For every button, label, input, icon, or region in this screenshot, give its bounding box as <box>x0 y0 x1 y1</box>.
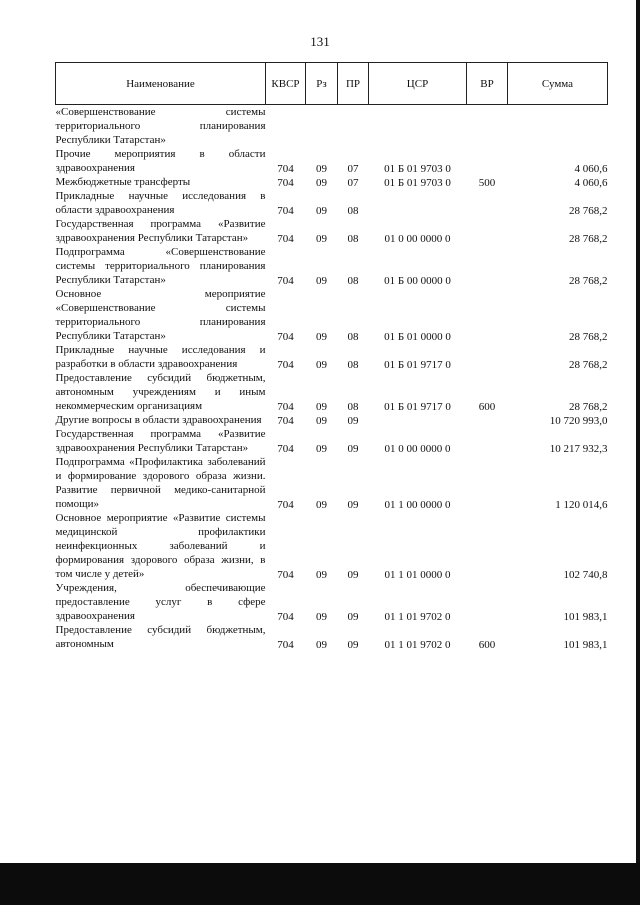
row-name: Предоставление субсидий бюджетным, автономным учреждениям и иным некоммерческим организациям <box>55 372 266 412</box>
row-pr: 08 <box>347 233 359 245</box>
row-pr: 09 <box>347 569 359 581</box>
header-pr: ПР <box>338 63 369 105</box>
row-csr <box>369 105 467 148</box>
row-kvsr: 704 <box>277 569 294 581</box>
row-rz: 09 <box>316 639 327 651</box>
row-name: Государственная программа «Развитие здравоохранения Республики Татарстан» <box>55 218 266 244</box>
row-csr: 01 Б 01 9703 0 <box>384 163 451 175</box>
row-vr <box>467 511 508 581</box>
row-kvsr: 704 <box>277 163 294 175</box>
row-rz: 09 <box>316 443 327 455</box>
table-row <box>56 147 608 175</box>
row-kvsr: 704 <box>277 611 294 623</box>
row-sum: 28 768,2 <box>569 275 608 287</box>
row-rz: 09 <box>316 415 327 427</box>
table-row <box>56 217 608 245</box>
row-kvsr: 704 <box>277 639 294 651</box>
row-rz: 09 <box>316 177 327 189</box>
row-sum: 28 768,2 <box>569 205 608 217</box>
table-row <box>56 175 608 189</box>
scan-edge-right <box>636 0 640 905</box>
row-pr: 09 <box>347 499 359 511</box>
row-rz: 09 <box>316 205 327 217</box>
row-pr <box>338 105 369 148</box>
table-body <box>56 105 608 652</box>
table-row <box>56 455 608 511</box>
table-row <box>56 623 608 651</box>
header-kvsr: КВСР <box>266 63 306 105</box>
row-rz: 09 <box>316 275 327 287</box>
row-kvsr: 704 <box>277 443 294 455</box>
table-row <box>56 413 608 427</box>
row-sum: 102 740,8 <box>563 569 608 581</box>
row-kvsr: 704 <box>277 205 294 217</box>
row-pr: 08 <box>347 205 359 217</box>
row-sum: 28 768,2 <box>569 401 608 413</box>
row-pr: 08 <box>347 275 359 287</box>
row-name: Учреждения, обеспечивающие предоставление услуг в сфере здравоохранения <box>55 582 266 622</box>
row-sum: 4 060,6 <box>574 177 608 189</box>
row-vr <box>467 581 508 623</box>
row-kvsr: 704 <box>277 177 294 189</box>
row-name: Другие вопросы в области здравоохранения <box>55 414 262 426</box>
row-rz: 09 <box>316 569 327 581</box>
row-rz: 09 <box>316 401 327 413</box>
row-rz: 09 <box>316 359 327 371</box>
row-vr <box>467 287 508 343</box>
row-vr <box>467 147 508 175</box>
table-row <box>56 371 608 413</box>
table-row <box>56 105 608 148</box>
header-rz: Рз <box>306 63 338 105</box>
row-name: Подпрограмма «Профилактика заболеваний и формирование здорового образа жизни. Развитие первичной медико-санитарной помощи» <box>55 456 266 510</box>
header-name: Наименование <box>56 63 266 105</box>
row-kvsr: 704 <box>277 499 294 511</box>
row-kvsr: 704 <box>277 401 294 413</box>
row-csr: 01 Б 00 0000 0 <box>384 275 451 287</box>
row-vr <box>467 455 508 511</box>
row-vr: 500 <box>478 177 496 189</box>
row-vr <box>467 343 508 371</box>
row-name: Прочие мероприятия в области здравоохранения <box>55 148 266 174</box>
row-csr: 01 1 00 0000 0 <box>384 499 451 511</box>
row-rz <box>306 105 338 148</box>
row-pr: 07 <box>347 163 359 175</box>
row-pr: 08 <box>347 401 359 413</box>
row-rz: 09 <box>316 233 327 245</box>
row-vr <box>467 217 508 245</box>
row-rz: 09 <box>316 163 327 175</box>
row-csr: 01 Б 01 9717 0 <box>384 359 451 371</box>
row-sum: 1 120 014,6 <box>555 499 608 511</box>
row-pr: 09 <box>347 611 359 623</box>
row-vr: 600 <box>478 639 496 651</box>
row-kvsr: 704 <box>277 233 294 245</box>
row-sum: 28 768,2 <box>569 359 608 371</box>
row-kvsr: 704 <box>277 331 294 343</box>
row-vr <box>467 189 508 217</box>
row-kvsr: 704 <box>277 359 294 371</box>
table-row <box>56 581 608 623</box>
row-rz: 09 <box>316 499 327 511</box>
table-row <box>56 189 608 217</box>
row-csr <box>369 189 467 217</box>
row-pr: 07 <box>347 177 359 189</box>
row-vr <box>467 413 508 427</box>
row-csr: 01 1 01 9702 0 <box>384 611 451 623</box>
table-row <box>56 343 608 371</box>
row-name: Основное мероприятие «Развитие системы медицинской профилактики неинфекционных заболеваний и формирования здорового образа жизни, в том числе у детей» <box>55 512 266 580</box>
scan-edge-bottom <box>0 863 640 905</box>
row-csr: 01 0 00 0000 0 <box>384 443 451 455</box>
row-csr: 01 1 01 0000 0 <box>384 569 451 581</box>
row-pr: 08 <box>347 359 359 371</box>
row-sum: 10 720 993,0 <box>549 415 608 427</box>
row-vr <box>467 245 508 287</box>
row-sum: 28 768,2 <box>569 331 608 343</box>
page-number: 131 <box>310 34 330 49</box>
row-name: Государственная программа «Развитие здравоохранения Республики Татарстан» <box>55 428 266 454</box>
row-sum: 101 983,1 <box>563 639 608 651</box>
row-pr: 09 <box>347 415 359 427</box>
row-sum: 101 983,1 <box>563 611 608 623</box>
row-vr <box>467 427 508 455</box>
row-pr: 08 <box>347 331 359 343</box>
row-csr: 01 Б 01 0000 0 <box>384 331 451 343</box>
row-csr: 01 0 00 0000 0 <box>384 233 451 245</box>
row-kvsr: 704 <box>277 415 294 427</box>
row-name: Межбюджетные трансферты <box>55 176 191 188</box>
row-name: «Совершенствование системы территориального планирования Республики Татарстан» <box>55 106 266 146</box>
row-vr <box>467 105 508 148</box>
row-sum: 28 768,2 <box>569 233 608 245</box>
row-kvsr: 704 <box>277 275 294 287</box>
table-row <box>56 245 608 287</box>
row-kvsr <box>266 105 306 148</box>
table-row <box>56 427 608 455</box>
row-pr: 09 <box>347 443 359 455</box>
row-name: Основное мероприятие «Совершенствование системы территориального планирования Республики Татарстан» <box>55 288 266 342</box>
row-vr: 600 <box>478 401 496 413</box>
row-sum: 4 060,6 <box>574 163 608 175</box>
budget-table <box>55 62 608 651</box>
table-row <box>56 511 608 581</box>
row-pr: 09 <box>347 639 359 651</box>
row-csr: 01 1 01 9702 0 <box>384 639 451 651</box>
row-csr: 01 Б 01 9717 0 <box>384 401 451 413</box>
row-name: Прикладные научные исследования в области здравоохранения <box>55 190 266 216</box>
row-csr: 01 Б 01 9703 0 <box>384 177 451 189</box>
row-rz: 09 <box>316 331 327 343</box>
header-csr: ЦСР <box>369 63 467 105</box>
header-sum: Сумма <box>508 63 608 105</box>
row-rz: 09 <box>316 611 327 623</box>
row-sum: 10 217 932,3 <box>549 443 608 455</box>
row-name: Подпрограмма «Совершенствование системы территориального планирования Республики Татарстан» <box>55 246 266 286</box>
row-csr <box>369 413 467 427</box>
table-header-row <box>56 63 608 105</box>
table-row <box>56 287 608 343</box>
row-name: Прикладные научные исследования и разработки в области здравоохранения <box>55 344 266 370</box>
header-vr: ВР <box>467 63 508 105</box>
row-sum <box>508 105 608 148</box>
row-name: Предоставление субсидий бюджетным, автономным <box>55 624 266 650</box>
